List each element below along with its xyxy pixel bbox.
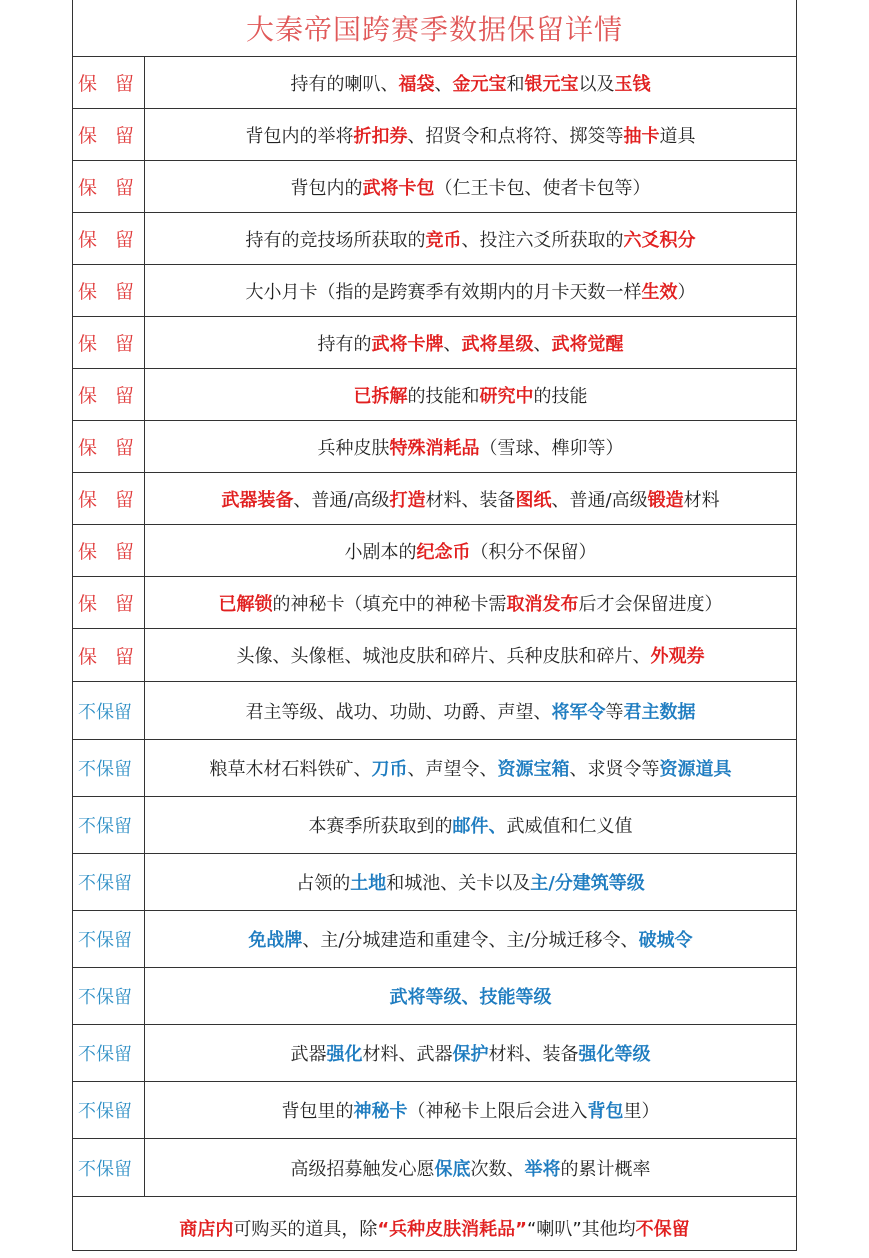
- retention-table: [72, 0, 797, 1251]
- highlight-text: 破城令: [638, 930, 693, 951]
- table-row: [73, 1025, 796, 1082]
- text-segment: 、普通/高级: [551, 489, 648, 511]
- text-segment: 里）: [623, 1101, 660, 1122]
- highlight-text: 锻造: [647, 489, 684, 511]
- highlight-text: 保底: [434, 1158, 471, 1180]
- text-segment: 大小月卡（指的是跨赛季有效期内的月卡天数一样: [245, 281, 642, 303]
- text-segment: 材料、装备: [425, 489, 516, 511]
- highlight-text: 刀币: [371, 759, 408, 780]
- status-discard-label: 不保留: [73, 740, 145, 796]
- table-row: [73, 421, 796, 473]
- text-segment: 其他均: [581, 1218, 636, 1240]
- status-discard-label: 不保留: [73, 1139, 145, 1196]
- highlight-text: 生效: [641, 281, 678, 303]
- highlight-text: 资源道具: [659, 759, 732, 780]
- table-title: 大秦帝国跨赛季数据保留详情: [73, 0, 796, 57]
- highlight-text: 特殊消耗品: [389, 437, 480, 459]
- row-description: [145, 421, 796, 472]
- highlight-text: 武将星级: [461, 333, 534, 355]
- footer-note: [73, 1197, 796, 1258]
- text-segment: 持有的: [317, 333, 372, 355]
- highlight-text: 银元宝: [524, 73, 579, 95]
- highlight-text: 强化等级: [578, 1044, 651, 1065]
- row-description: [145, 911, 796, 967]
- text-segment: 的技能和: [407, 385, 480, 407]
- highlight-text: 保护: [452, 1044, 489, 1065]
- highlight-text: 折扣券: [353, 125, 408, 147]
- row-description: [145, 1082, 796, 1138]
- highlight-text: 邮件、: [452, 816, 507, 837]
- highlight-text: “兵种皮肤消耗品”: [377, 1218, 527, 1240]
- row-description: [145, 57, 796, 108]
- text-segment: （仁王卡包、使者卡包等）: [434, 177, 651, 199]
- table-row: [73, 57, 796, 109]
- highlight-text: 资源宝箱: [497, 759, 570, 780]
- text-segment: 次数、: [470, 1158, 525, 1180]
- highlight-text: 取消发布: [506, 593, 579, 615]
- text-segment: 道具: [659, 125, 696, 147]
- text-segment: （雪球、榫卯等）: [479, 437, 624, 459]
- text-segment: （积分不保留）: [470, 541, 597, 563]
- status-keep-label: 保 留: [73, 629, 145, 681]
- row-description: [145, 161, 796, 212]
- text-segment: 和城池、关卡以及: [386, 873, 531, 894]
- text-segment: 材料: [683, 489, 720, 511]
- row-description: [145, 109, 796, 160]
- row-description: [145, 369, 796, 420]
- text-segment: （神秘卡上限后会进入: [407, 1101, 588, 1122]
- row-description: [145, 265, 796, 316]
- text-segment: 、普通/高级: [293, 489, 390, 511]
- status-keep-label: 保 留: [73, 57, 145, 108]
- text-segment: 小剧本的: [344, 541, 417, 563]
- status-keep-label: 保 留: [73, 473, 145, 524]
- status-discard-label: 不保留: [73, 968, 145, 1024]
- status-discard-label: 不保留: [73, 854, 145, 910]
- row-description: [145, 577, 796, 628]
- table-row: [73, 1082, 796, 1139]
- text-segment: 武器: [290, 1044, 327, 1065]
- text-segment: 、招贤令和点将符、掷筊等: [407, 125, 624, 147]
- status-discard-label: 不保留: [73, 797, 145, 853]
- row-description: [145, 1025, 796, 1081]
- text-segment: 君主等级、战功、功勋、功爵、声望、: [245, 701, 552, 723]
- table-row: [73, 317, 796, 369]
- row-description: [145, 213, 796, 264]
- status-keep-label: 保 留: [73, 317, 145, 368]
- text-segment: 的神秘卡（填充中的神秘卡需: [272, 593, 507, 615]
- text-segment: 武威值和仁义值: [506, 816, 633, 837]
- highlight-text: 纪念币: [416, 541, 471, 563]
- text-segment: 、主/分城建造和重建令、主/分城迁移令、: [302, 930, 639, 951]
- highlight-text: 不保留: [635, 1218, 690, 1240]
- text-segment: 的累计概率: [560, 1158, 651, 1180]
- text-segment: 材料、武器: [362, 1044, 453, 1065]
- highlight-text: 商店内: [179, 1218, 234, 1240]
- highlight-text: 免战牌: [248, 930, 303, 951]
- text-segment: 以及: [578, 73, 615, 95]
- highlight-text: 研究中: [479, 385, 534, 407]
- highlight-text: 外观券: [650, 646, 705, 667]
- text-segment: 、投注六爻所获取的: [461, 229, 624, 251]
- table-row: [73, 577, 796, 629]
- row-description: [145, 682, 796, 739]
- table-row: [73, 968, 796, 1025]
- text-segment: 、: [434, 73, 453, 95]
- table-row: [73, 109, 796, 161]
- status-keep-label: 保 留: [73, 161, 145, 212]
- highlight-text: 抽卡: [623, 125, 660, 147]
- text-segment: 、: [443, 333, 462, 355]
- row-description: [145, 968, 796, 1024]
- text-segment: 背包内的举将: [245, 125, 354, 147]
- highlight-text: 已拆解: [353, 385, 408, 407]
- text-segment: 和: [506, 73, 525, 95]
- table-row: [73, 854, 796, 911]
- highlight-text: 武将卡包: [362, 177, 435, 199]
- table-row: [73, 369, 796, 421]
- text-segment: 兵种皮肤: [317, 437, 390, 459]
- status-discard-label: 不保留: [73, 1082, 145, 1138]
- highlight-text: 君主数据: [623, 701, 696, 723]
- highlight-text: 主/分建筑等级: [530, 873, 645, 894]
- table-row: [73, 911, 796, 968]
- text-segment: 、声望令、: [407, 759, 498, 780]
- table-row: [73, 629, 796, 682]
- highlight-text: 福袋: [398, 73, 435, 95]
- text-segment: 的技能: [533, 385, 588, 407]
- highlight-text: 武器装备: [221, 489, 294, 511]
- table-row: [73, 525, 796, 577]
- status-keep-label: 保 留: [73, 109, 145, 160]
- text-segment: 背包内的: [290, 177, 363, 199]
- text-segment: 等: [605, 701, 624, 723]
- highlight-text: 已解锁: [218, 593, 273, 615]
- row-description: [145, 1139, 796, 1196]
- table-body: [73, 57, 796, 1197]
- text-segment: 、: [533, 333, 552, 355]
- status-keep-label: 保 留: [73, 577, 145, 628]
- highlight-text: 打造: [389, 489, 426, 511]
- text-segment: 高级招募触发心愿: [290, 1158, 435, 1180]
- highlight-text: 图纸: [515, 489, 552, 511]
- status-keep-label: 保 留: [73, 265, 145, 316]
- text-segment: 占领的: [296, 873, 351, 894]
- row-description: [145, 317, 796, 368]
- text-segment: “喇叭”: [527, 1218, 582, 1240]
- text-segment: 持有的喇叭、: [290, 73, 399, 95]
- text-segment: 背包里的: [281, 1101, 354, 1122]
- table-row: [73, 797, 796, 854]
- text-segment: ）: [677, 281, 696, 303]
- row-description: [145, 629, 796, 681]
- table-row: [73, 265, 796, 317]
- table-row: [73, 740, 796, 797]
- highlight-text: 将军令: [551, 701, 606, 723]
- text-segment: 可购买的道具，除: [233, 1218, 378, 1240]
- highlight-text: 武将等级、技能等级: [389, 987, 552, 1008]
- highlight-text: 玉钱: [614, 73, 651, 95]
- highlight-text: 六爻积分: [623, 229, 696, 251]
- text-segment: 、求贤令等: [569, 759, 660, 780]
- status-discard-label: 不保留: [73, 1025, 145, 1081]
- table-row: [73, 213, 796, 265]
- highlight-text: 举将: [524, 1158, 561, 1180]
- row-description: [145, 854, 796, 910]
- text-segment: 头像、头像框、城池皮肤和碎片、兵种皮肤和碎片、: [236, 646, 651, 667]
- text-segment: 粮草木材石料铁矿、: [209, 759, 372, 780]
- highlight-text: 强化: [326, 1044, 363, 1065]
- status-keep-label: 保 留: [73, 525, 145, 576]
- highlight-text: 背包: [587, 1101, 624, 1122]
- row-description: [145, 473, 796, 524]
- highlight-text: 金元宝: [452, 73, 507, 95]
- highlight-text: 竞币: [425, 229, 462, 251]
- table-row: [73, 161, 796, 213]
- highlight-text: 土地: [350, 873, 387, 894]
- status-keep-label: 保 留: [73, 369, 145, 420]
- row-description: [145, 797, 796, 853]
- text-segment: 本赛季所获取到的: [308, 816, 453, 837]
- status-keep-label: 保 留: [73, 213, 145, 264]
- status-keep-label: 保 留: [73, 421, 145, 472]
- row-description: [145, 740, 796, 796]
- highlight-text: 武将觉醒: [551, 333, 624, 355]
- highlight-text: 武将卡牌: [371, 333, 444, 355]
- table-row: [73, 473, 796, 525]
- text-segment: 后才会保留进度）: [578, 593, 723, 615]
- table-row: [73, 1139, 796, 1197]
- status-discard-label: 不保留: [73, 682, 145, 739]
- text-segment: 材料、装备: [488, 1044, 579, 1065]
- row-description: [145, 525, 796, 576]
- table-row: [73, 682, 796, 740]
- highlight-text: 神秘卡: [353, 1101, 408, 1122]
- text-segment: 持有的竞技场所获取的: [245, 229, 426, 251]
- status-discard-label: 不保留: [73, 911, 145, 967]
